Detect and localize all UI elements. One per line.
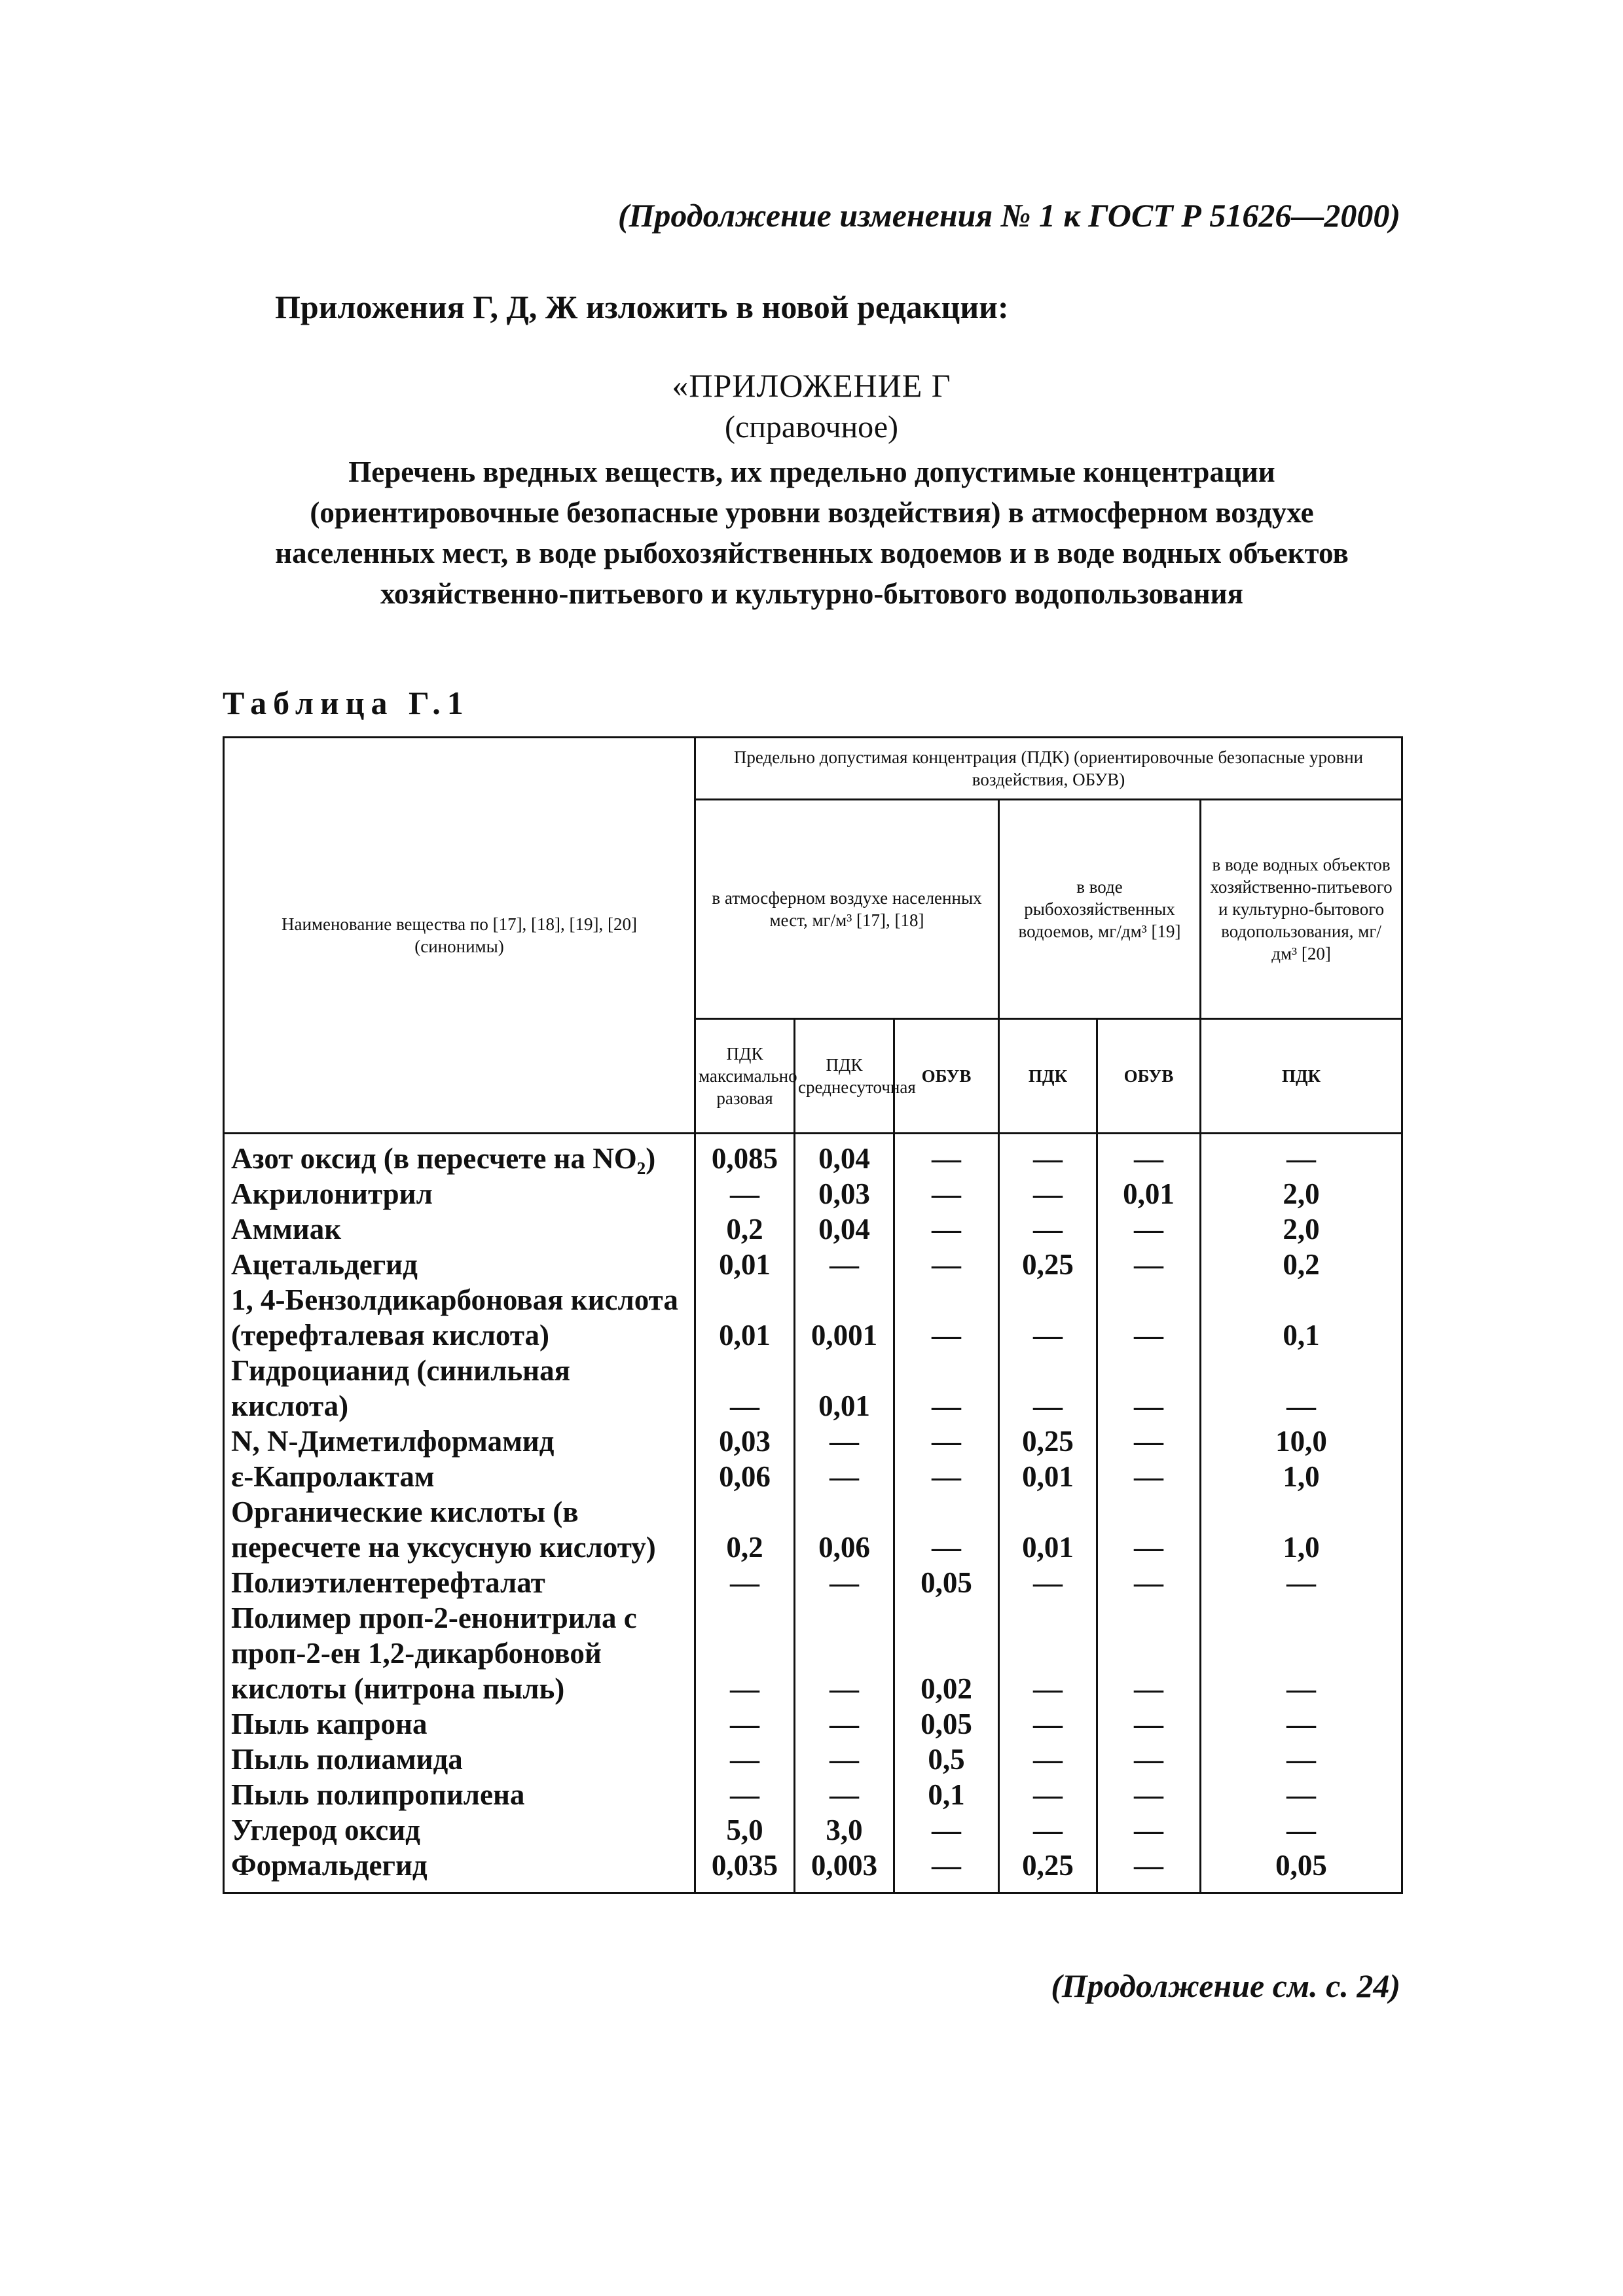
pdk-max-value: — <box>695 1176 795 1211</box>
appendix-type: (справочное) <box>724 410 899 444</box>
header-fish-group: в воде рыбохозяйственных водоемов, мг/дм³ [19] <box>999 800 1201 1019</box>
substance-name: Азот оксид (в пересчете на NO₂) <box>224 1134 695 1177</box>
pdk-max-value: 0,01 <box>695 1247 795 1282</box>
obuv-fish-value: 0,01 <box>1097 1176 1201 1211</box>
pdk-fish-value: — <box>999 1282 1097 1353</box>
table-body <box>224 1134 1402 1893</box>
table-row <box>224 1494 1402 1565</box>
header-pdk-fish: ПДК <box>999 1019 1097 1134</box>
header-obuv-air: ОБУВ <box>894 1019 999 1134</box>
pdk-daily-value: 0,04 <box>795 1211 894 1247</box>
table-row <box>224 1777 1402 1812</box>
header-obuv-fish: ОБУВ <box>1097 1019 1201 1134</box>
pdk-drink-value: — <box>1201 1600 1402 1706</box>
obuv-air-value: — <box>894 1848 999 1893</box>
table-row <box>224 1247 1402 1282</box>
table-row <box>224 1211 1402 1247</box>
pdk-daily-value: 0,06 <box>795 1494 894 1565</box>
continuation-header: (Продолжение изменения № 1 к ГОСТ Р 51626—2000) <box>617 197 1400 234</box>
obuv-fish-value: — <box>1097 1742 1201 1777</box>
obuv-air-value: 0,1 <box>894 1777 999 1812</box>
obuv-air-value: 0,5 <box>894 1742 999 1777</box>
pdk-daily-value: 0,04 <box>795 1134 894 1177</box>
table-row <box>224 1282 1402 1353</box>
pdk-fish-value: — <box>999 1777 1097 1812</box>
substances-table <box>223 736 1401 1894</box>
obuv-fish-value: — <box>1097 1706 1201 1742</box>
substance-name: 1, 4-Бензолдикарбоновая кислота (терефталевая кислота) <box>224 1282 695 1353</box>
pdk-max-value: — <box>695 1353 795 1424</box>
table-row <box>224 1176 1402 1211</box>
pdk-drink-value: 2,0 <box>1201 1211 1402 1247</box>
pdk-daily-value: — <box>795 1459 894 1494</box>
header-drink-group: в воде водных объектов хозяйственно-питьевого и культурно-бытового водопользования, мг/дм³ [20] <box>1201 800 1402 1019</box>
obuv-fish-value: — <box>1097 1247 1201 1282</box>
pdk-max-value: 5,0 <box>695 1812 795 1848</box>
obuv-fish-value: — <box>1097 1211 1201 1247</box>
obuv-fish-value: — <box>1097 1777 1201 1812</box>
obuv-air-value: 0,05 <box>894 1706 999 1742</box>
pdk-daily-value: — <box>795 1565 894 1600</box>
header-pdk-daily: ПДК среднесуточная <box>795 1019 894 1134</box>
header-pdk-max: ПДК максимально разовая <box>695 1019 795 1134</box>
substance-name: Гидроцианид (синильная кислота) <box>224 1353 695 1424</box>
substance-name: ε-Капролактам <box>224 1459 695 1494</box>
header-pdk-group: Предельно допустимая концентрация (ПДК) (ориентировочные безопасные уровни воздействия, ОБУВ) <box>695 738 1402 800</box>
obuv-fish-value: — <box>1097 1353 1201 1424</box>
header-air-group: в атмосферном воздухе населенных мест, мг/м³ [17], [18] <box>695 800 999 1019</box>
pdk-fish-value: — <box>999 1812 1097 1848</box>
pdk-max-value: 0,01 <box>695 1282 795 1353</box>
pdk-fish-value: 0,25 <box>999 1247 1097 1282</box>
substance-name: Органические кислоты (в пересчете на уксусную кислоту) <box>224 1494 695 1565</box>
obuv-fish-value: — <box>1097 1600 1201 1706</box>
obuv-fish-value: — <box>1097 1282 1201 1353</box>
appendix-title: «ПРИЛОЖЕНИЕ Г <box>672 367 951 404</box>
obuv-air-value: — <box>894 1134 999 1177</box>
obuv-air-value: — <box>894 1247 999 1282</box>
pdk-daily-value: — <box>795 1600 894 1706</box>
pdk-drink-value: — <box>1201 1353 1402 1424</box>
pdk-fish-value: — <box>999 1134 1097 1177</box>
pdk-drink-value: — <box>1201 1812 1402 1848</box>
pdk-max-value: — <box>695 1706 795 1742</box>
pdk-fish-value: — <box>999 1176 1097 1211</box>
substance-name: Полимер проп-2-енонитрила с проп-2-ен 1,2-дикарбоновой кислоты (нитрона пыль) <box>224 1600 695 1706</box>
substance-name: Аммиак <box>224 1211 695 1247</box>
pdk-max-value: 0,06 <box>695 1459 795 1494</box>
table-row <box>224 1424 1402 1459</box>
obuv-air-value: — <box>894 1211 999 1247</box>
pdk-max-value: — <box>695 1565 795 1600</box>
pdk-drink-value: — <box>1201 1742 1402 1777</box>
header-substance-name: Наименование вещества по [17], [18], [19], [20] (синонимы) <box>224 738 695 1134</box>
pdk-drink-value: 2,0 <box>1201 1176 1402 1211</box>
substance-name: Пыль капрона <box>224 1706 695 1742</box>
table-row <box>224 1706 1402 1742</box>
obuv-fish-value: — <box>1097 1134 1201 1177</box>
substance-name: Пыль полиамида <box>224 1742 695 1777</box>
pdk-drink-value: 0,1 <box>1201 1282 1402 1353</box>
obuv-fish-value: — <box>1097 1424 1201 1459</box>
pdk-fish-value: — <box>999 1211 1097 1247</box>
pdk-max-value: 0,035 <box>695 1848 795 1893</box>
pdk-fish-value: — <box>999 1600 1097 1706</box>
substance-name: Углерод оксид <box>224 1812 695 1848</box>
pdk-drink-value: 1,0 <box>1201 1459 1402 1494</box>
pdk-daily-value: — <box>795 1706 894 1742</box>
pdk-daily-value: 3,0 <box>795 1812 894 1848</box>
pdk-daily-value: — <box>795 1742 894 1777</box>
obuv-air-value: — <box>894 1176 999 1211</box>
substance-name: Полиэтилентерефталат <box>224 1565 695 1600</box>
table-row <box>224 1742 1402 1777</box>
obuv-air-value: 0,05 <box>894 1565 999 1600</box>
pdk-daily-value: 0,03 <box>795 1176 894 1211</box>
table-row <box>224 1848 1402 1893</box>
pdk-daily-value: — <box>795 1424 894 1459</box>
pdk-max-value: 0,2 <box>695 1494 795 1565</box>
intro-text: Приложения Г, Д, Ж изложить в новой редакции: <box>275 289 1009 325</box>
substance-name: Акрилонитрил <box>224 1176 695 1211</box>
obuv-air-value: — <box>894 1424 999 1459</box>
table-row <box>224 1353 1402 1424</box>
pdk-drink-value: — <box>1201 1706 1402 1742</box>
pdk-drink-value: 1,0 <box>1201 1494 1402 1565</box>
pdk-fish-value: — <box>999 1706 1097 1742</box>
obuv-air-value: — <box>894 1282 999 1353</box>
pdk-fish-value: 0,01 <box>999 1494 1097 1565</box>
table-row <box>224 1812 1402 1848</box>
pdk-max-value: 0,085 <box>695 1134 795 1177</box>
substance-name: Ацетальдегид <box>224 1247 695 1282</box>
pdk-fish-value: — <box>999 1353 1097 1424</box>
pdk-daily-value: — <box>795 1247 894 1282</box>
pdk-daily-value: 0,001 <box>795 1282 894 1353</box>
pdk-fish-value: 0,25 <box>999 1424 1097 1459</box>
pdk-drink-value: 10,0 <box>1201 1424 1402 1459</box>
obuv-fish-value: — <box>1097 1459 1201 1494</box>
appendix-description: Перечень вредных веществ, их предельно допустимые концентрации (ориентировочные безопасные уровни воздействия) в атмосферном воздухе населенных мест, в воде рыбохозяйственных водоемов и в воде водных объектов хозяйственно-питьевого и культурно-бытового водопользования <box>275 456 1349 610</box>
obuv-air-value: — <box>894 1494 999 1565</box>
obuv-air-value: 0,02 <box>894 1600 999 1706</box>
pdk-fish-value: — <box>999 1565 1097 1600</box>
pdk-fish-value: — <box>999 1742 1097 1777</box>
obuv-fish-value: — <box>1097 1565 1201 1600</box>
pdk-max-value: 0,03 <box>695 1424 795 1459</box>
pdk-fish-value: 0,25 <box>999 1848 1097 1893</box>
header-pdk-drink: ПДК <box>1201 1019 1402 1134</box>
table-row <box>224 1134 1402 1177</box>
pdk-max-value: — <box>695 1777 795 1812</box>
pdk-max-value: 0,2 <box>695 1211 795 1247</box>
pdk-drink-value: — <box>1201 1777 1402 1812</box>
continuation-footer: (Продолжение см. с. 24) <box>1051 1967 1400 2004</box>
pdk-drink-value: — <box>1201 1565 1402 1600</box>
table-row <box>224 1600 1402 1706</box>
pdk-max-value: — <box>695 1742 795 1777</box>
pdk-max-value: — <box>695 1600 795 1706</box>
obuv-air-value: — <box>894 1812 999 1848</box>
obuv-fish-value: — <box>1097 1848 1201 1893</box>
pdk-daily-value: 0,003 <box>795 1848 894 1893</box>
table-row <box>224 1565 1402 1600</box>
substance-name: N, N-Диметилформамид <box>224 1424 695 1459</box>
obuv-fish-value: — <box>1097 1812 1201 1848</box>
obuv-air-value: — <box>894 1353 999 1424</box>
substance-name: Пыль полипропилена <box>224 1777 695 1812</box>
pdk-drink-value: 0,05 <box>1201 1848 1402 1893</box>
obuv-fish-value: — <box>1097 1494 1201 1565</box>
pdk-drink-value: 0,2 <box>1201 1247 1402 1282</box>
pdk-daily-value: 0,01 <box>795 1353 894 1424</box>
substance-name: Формальдегид <box>224 1848 695 1893</box>
table-row <box>224 1459 1402 1494</box>
obuv-air-value: — <box>894 1459 999 1494</box>
table-label: Таблица Г.1 <box>223 685 470 721</box>
pdk-drink-value: — <box>1201 1134 1402 1177</box>
pdk-daily-value: — <box>795 1777 894 1812</box>
pdk-fish-value: 0,01 <box>999 1459 1097 1494</box>
